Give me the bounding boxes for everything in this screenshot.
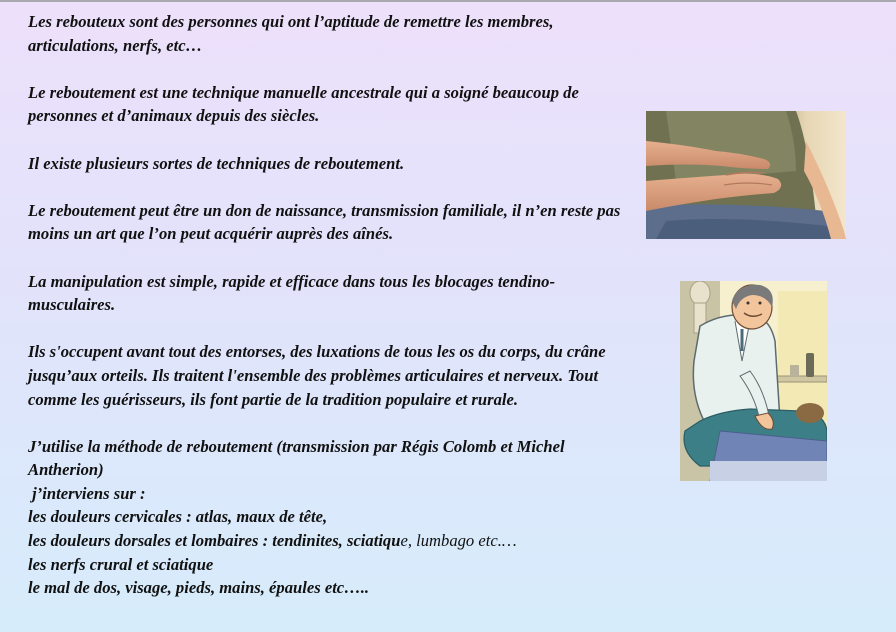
method-text: J’utilise la méthode de reboutement (transmission par Régis Colomb et Michel Antherion) (28, 436, 565, 480)
list-item-back: le mal de dos, visage, pieds, mains, épaules etc….. (28, 578, 370, 598)
hands-on-back-photo (646, 111, 846, 239)
paragraph-4: Le reboutement peut être un don de naissance, transmission familiale, il n’en reste pas moins un art que l’on peut acquérir auprès des aînés. (28, 200, 621, 244)
list-item-cervical: les douleurs cervicales : atlas, maux de tête, (28, 507, 328, 527)
list-item-dorsal (28, 531, 517, 550)
paragraph-3: Il existe plusieurs sortes de techniques de reboutement. (28, 153, 405, 173)
list-item-dorsal-bold: les douleurs dorsales et lombaires : tendinites, sciatiqu (28, 531, 401, 551)
paragraph-2: Le reboutement est une technique manuelle ancestrale qui a soigné beaucoup de personnes et d’animaux depuis des siècles. (28, 82, 579, 126)
paragraph-6: Ils s'occupent avant tout des entorses, des luxations de tous les os du corps, du crâne jusqu’aux orteils. Ils traitent l'ensemble des problèmes articulaires et nerveux. Tout comme les guérisseurs, ils font partie de la tradition populaire et rurale. (28, 342, 606, 409)
chiropractor-clipart (680, 281, 827, 481)
top-border (0, 0, 896, 2)
paragraph-1: Les rebouteux sont des personnes qui ont l’aptitude de remettre les membres, articulations, nerfs, etc… (28, 12, 554, 55)
article-body (28, 10, 640, 600)
list-intro: j’interviens sur : (32, 483, 146, 503)
list-item-dorsal-normal: e, lumbago etc.… (400, 531, 517, 551)
list-item-nerves: les nerfs crural et sciatique (28, 554, 214, 574)
paragraph-7 (28, 435, 640, 600)
paragraph-5: La manipulation est simple, rapide et efficace dans tous les blocages tendino-musculaires. (28, 271, 555, 315)
